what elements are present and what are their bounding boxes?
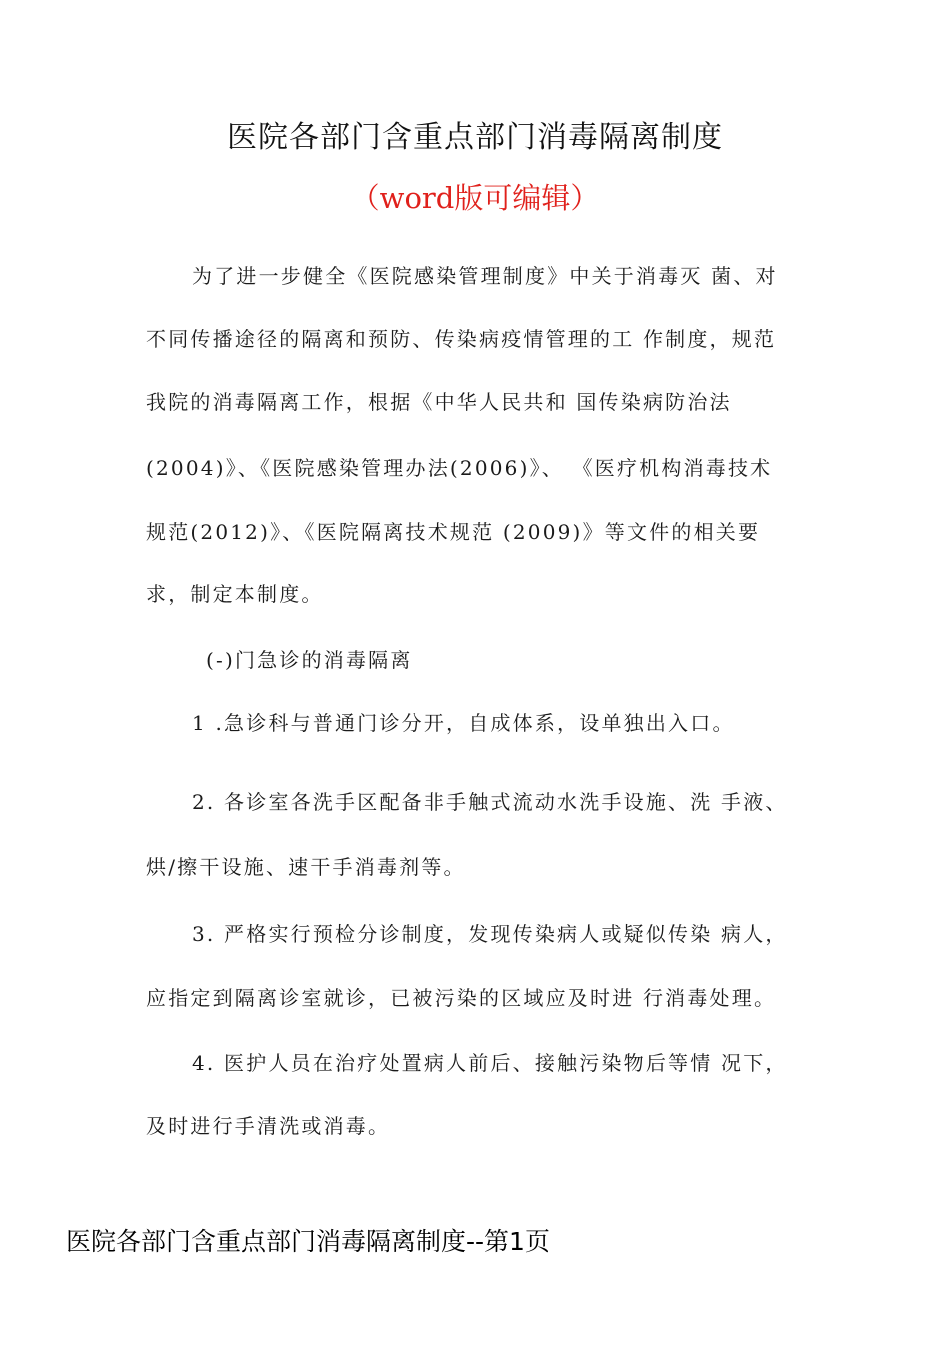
paragraph-line: 求，制定本制度。 — [146, 582, 324, 606]
paragraph-line: (2004)》、《医院感染管理办法(2006)》、 《医疗机构消毒技术 — [146, 456, 773, 480]
page-footer: 医院各部门含重点部门消毒隔离制度--第1页 — [66, 1227, 550, 1256]
document-subtitle: （word版可编辑） — [350, 181, 600, 215]
paragraph-line: 我院的消毒隔离工作，根据《中华人民共和 国传染病防治法 — [146, 390, 732, 414]
list-item: 3. 严格实行预检分诊制度，发现传染病人或疑似传染 病人， — [192, 922, 788, 946]
list-item: 1 .急诊科与普通门诊分开，自成体系，设单独出入口。 — [192, 711, 735, 735]
list-item-continuation: 应指定到隔离诊室就诊，已被污染的区域应及时进 行消毒处理。 — [146, 986, 777, 1010]
paragraph-line: 不同传播途径的隔离和预防、传染病疫情管理的工 作制度，规范 — [146, 327, 777, 351]
paragraph-line: 规范(2012)》、《医院隔离技术规范 (2009)》等文件的相关要 — [146, 520, 761, 544]
section-heading: (-)门急诊的消毒隔离 — [206, 648, 413, 672]
list-item: 2. 各诊室各洗手区配备非手触式流动水洗手设施、洗 手液、 — [192, 790, 788, 814]
list-item-continuation: 及时进行手清洗或消毒。 — [146, 1114, 391, 1138]
paragraph-line: 为了进一步健全《医院感染管理制度》中关于消毒灭 菌、对 — [192, 264, 778, 288]
list-item-continuation: 烘/擦干设施、速干手消毒剂等。 — [146, 855, 466, 879]
document-title: 医院各部门含重点部门消毒隔离制度 — [227, 120, 723, 155]
list-item: 4. 医护人员在治疗处置病人前后、接触污染物后等情 况下， — [192, 1051, 788, 1075]
